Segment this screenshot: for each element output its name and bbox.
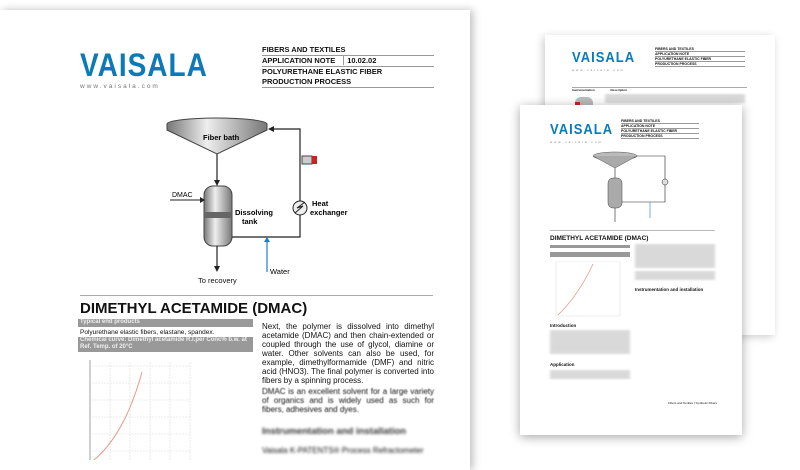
label-water: Water [270, 267, 290, 276]
label-tank-1: Dissolving [235, 208, 273, 217]
header-title-2: PRODUCTION PROCESS [262, 77, 434, 88]
label-dmac: DMAC [172, 192, 193, 199]
vaisala-logo: VAISALA [80, 47, 208, 83]
website-url: www.vaisala.com [572, 68, 626, 72]
application-heading: Application [550, 362, 575, 367]
label-fiber-bath: Fiber bath [203, 133, 240, 142]
vaisala-logo: VAISALA [550, 120, 614, 138]
website-url: www.vaisala.com [550, 140, 604, 144]
paragraph-1: Next, the polymer is dissolved into dimethyl acetamide (DMAC) and then chain-extended or coupled through the use of glycol, diamine or water. Other solvents can also be used, for example, dimethylformamide (DMF) and nitric acid (HNO3). The final polymer is converted into fibers by a spinning process. [262, 322, 434, 385]
label-hx-2: exchanger [310, 208, 348, 217]
back-table [572, 87, 747, 92]
header-title-1: POLYURETHANE ELASTIC FIBER [262, 67, 383, 76]
instrumentation-heading-small: Instrumentation and installation [635, 287, 704, 292]
main-page [0, 10, 470, 470]
instrumentation-heading: Instrumentation and installation [262, 426, 407, 437]
chemical-curve-label: Chemical curve: Dimethyl acetamide R.I.per Conc% b.w. at Ref. Temp. of 20°C [78, 337, 253, 352]
end-products-label: Typical end products [78, 319, 253, 327]
end-products-text: Polyurethane elastic fibers, elastane, spandex. [80, 329, 215, 336]
process-diagram [160, 110, 360, 292]
refractive-index-chart-small [553, 261, 623, 319]
col-description: Description [610, 88, 628, 92]
col-instrumentation: Instrumentation [572, 88, 595, 92]
document-header [262, 45, 434, 88]
paragraph-2: DMAC is an excellent solvent for a large variety of organics and is widely used as such for fibers, adhesives and dyes. [262, 387, 434, 414]
front-header: FIBERS AND TEXTILES APPLICATION NOTE POLYURETHANE ELASTIC FIBER PRODUCTION PROCESS [621, 119, 699, 139]
label-tank-2: tank [242, 217, 258, 226]
front-page-preview [520, 105, 742, 435]
vaisala-logo: VAISALA [572, 48, 636, 66]
divider [80, 295, 433, 296]
introduction-heading: Introduction [550, 323, 577, 328]
paragraph-3: Vaisala K-PATENTS® Process Refractometer [262, 446, 424, 455]
page-footer: Fibers and Textiles | Synthetic Fibers [668, 401, 717, 405]
label-hx-1: Heat [312, 199, 329, 208]
process-diagram-small [570, 150, 700, 230]
curve-line [94, 372, 142, 460]
website-url: www.vaisala.com [80, 83, 160, 90]
doc-number: 10.02.02 [343, 56, 376, 65]
section-heading-small: DIMETHYL ACETAMIDE (DMAC) [550, 235, 649, 242]
refractive-index-chart [80, 354, 195, 460]
header-category: FIBERS AND TEXTILES [262, 45, 434, 56]
label-recovery: To recovery [198, 276, 237, 285]
description-text [605, 95, 745, 103]
header-doc-type: APPLICATION NOTE 10.02.02 [262, 56, 434, 67]
section-heading: DIMETHYL ACETAMIDE (DMAC) [80, 300, 308, 317]
back-header: FIBERS AND TEXTILES APPLICATION NOTE POLYURETHANE ELASTIC FIBER PRODUCTION PROCESS [655, 47, 745, 67]
